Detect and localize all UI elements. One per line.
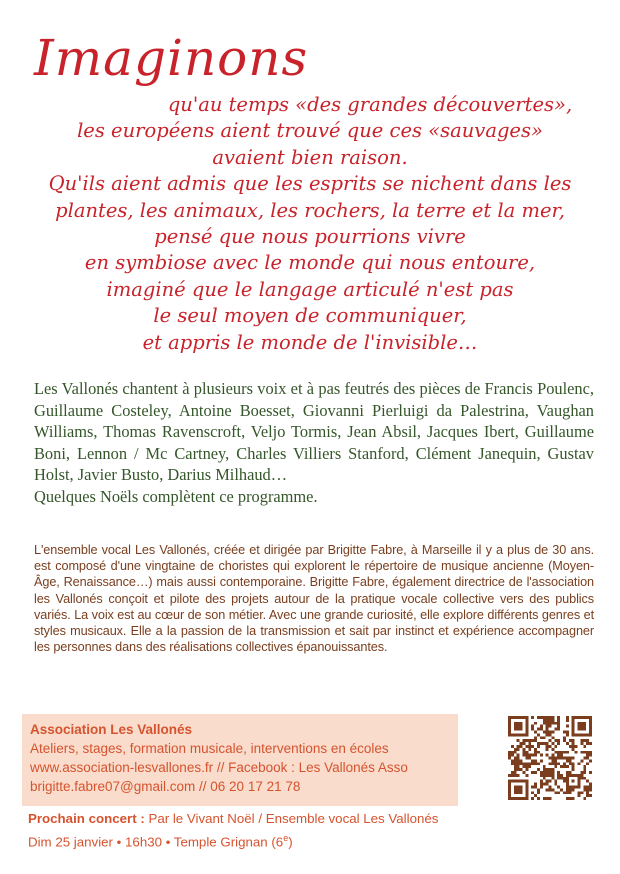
concert-close-paren: )	[288, 833, 293, 849]
poem-line: le seul moyen de communiquer,	[153, 304, 467, 328]
poem-line: les européens aient trouvé que ces «sauvages»	[77, 119, 543, 143]
poem-text	[20, 92, 600, 356]
program-paragraph: Les Vallonés chantent à plusieurs voix et à pas feutrés des pièces de Francis Poulenc, Guillaume Costeley, Antoine Boesset, Giovanni Pierluigi da Palestrina, Vaughan Williams, Thomas Ravenscroft, Veljo Tormis, Jean Absil, Jacques Ibert, Guillaume Boni, Lennon / Mc Cartney, Charles Villiers Stanford, Clément Janequin, Gustav Holst, Javier Busto, Darius Milhaud…	[34, 379, 594, 485]
poem-line: et appris le monde de l'invisible…	[142, 330, 478, 354]
ensemble-bio: L'ensemble vocal Les Vallonés, créée et dirigée par Brigitte Fabre, à Marseille il y a plus de 30 ans. est composé d'une vingtaine de choristes qui explorent le répertoire de musique ancienne (Moyen-Âge, Renaissance…) mais aussi contemporaine. Brigitte Fabre, également directrice de l'association les Vallonés conçoit et pilote des projets autour de la pratique vocale collective vers des publics variés. La voix est au cœur de son métier. Avec une grande curiosité, elle explore différents genres et styles musicaux. Elle a la passion de la transmission et sait par instinct et expérience accompagner les personnes dans des réalisations collectives épanouissantes.	[34, 543, 594, 655]
arrondissement-suffix: e	[283, 832, 289, 843]
poem-line: en symbiose avec le monde qui nous entoure,	[84, 251, 536, 275]
concert-event: Par le Vivant Noël / Ensemble vocal Les Vallonés	[144, 811, 439, 826]
poem-title: Imaginons	[34, 29, 309, 87]
concert-date-place	[28, 829, 498, 852]
poem-line: pensé que nous pourrions vivre	[154, 225, 466, 249]
next-concert	[28, 810, 498, 851]
association-name: Association Les Vallonés	[30, 722, 193, 737]
qr-code[interactable]	[508, 716, 592, 800]
qr-code-graphic	[508, 716, 592, 800]
poem-line: Qu'ils aient admis que les esprits se nichent dans les	[48, 172, 572, 196]
concert-label: Prochain concert :	[28, 811, 145, 826]
association-activities: Ateliers, stages, formation musicale, interventions en écoles	[30, 741, 389, 756]
poem-line: plantes, les animaux, les rochers, la terre et la mer,	[55, 198, 565, 222]
association-contact[interactable]: brigitte.fabre07@gmail.com // 06 20 17 21 78	[30, 779, 301, 794]
poem-line: qu'au temps «des grandes découvertes»,	[167, 93, 573, 116]
poem-line: avaient bien raison.	[212, 145, 408, 169]
program-text	[34, 378, 594, 508]
association-box	[22, 714, 458, 806]
concert-when-where: Dim 25 janvier • 16h30 • Temple Grignan (6	[28, 833, 284, 849]
association-web-link[interactable]: www.association-lesvallones.fr // Facebook : Les Vallonés Asso	[30, 760, 408, 775]
poem-line: imaginé que le langage articulé n'est pas	[106, 277, 514, 301]
concert-line	[28, 810, 498, 829]
program-closing: Quelques Noëls complètent ce programme.	[34, 486, 318, 506]
